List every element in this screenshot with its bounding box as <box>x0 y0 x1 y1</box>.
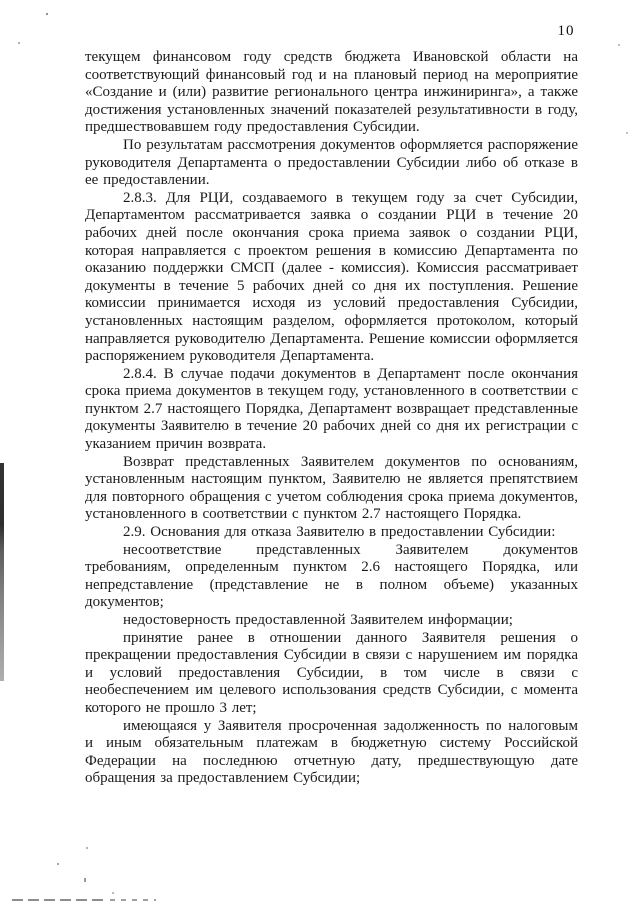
scan-artifact-vertical-line <box>0 463 4 681</box>
scan-speckle <box>57 863 59 865</box>
scan-artifact-dashed-line <box>12 899 104 901</box>
scan-speckle <box>18 42 20 44</box>
paragraph-list-item: принятие ранее в отношении данного Заявителя решения о прекращении предоставления Субсидии в связи с нарушением им порядка и условий предоставления Субсидии, в том числе в связи с необеспечением им целевого использования средств Субсидии, с момента которого не прошло 3 лет; <box>85 629 578 716</box>
scan-speckle <box>618 44 620 46</box>
scan-speckle <box>86 847 88 849</box>
scan-speckle <box>626 132 628 134</box>
paragraph: По результатам рассмотрения документов оформляется распоряжение руководителя Департамента о предоставлении Субсидии либо об отказе в ее предоставлении. <box>85 136 578 189</box>
paragraph: Возврат представленных Заявителем документов по основаниям, установленным настоящим пунктом, Заявителю не является препятствием для повторного обращения с учетом соблюдения срока приема документов, установленного в соответствии с пунктом 2.7 настоящего Порядка. <box>85 453 578 523</box>
paragraph-clause-2-8-3: 2.8.3. Для РЦИ, создаваемого в текущем году за счет Субсидии, Департаментом рассматривается заявка о создании РЦИ в течение 20 рабочих дней после окончания срока приема заявок о создании РЦИ, которая направляется с проектом решения в комиссию Департамента по оказанию поддержки СМСП (далее - комиссия). Комиссия рассматривает документы в течение 5 рабочих дней со дня их поступления. Решение комиссии принимается исходя из условий предоставления Субсидии, установленных настоящим разделом, оформляется протоколом, который направляется руководителю Департамента. Решение комиссии оформляется распоряжением руководителя Департамента. <box>85 189 578 365</box>
scan-speckle <box>112 892 114 894</box>
paragraph-list-item: имеющаяся у Заявителя просроченная задолженность по налоговым и иным обязательным платежам в бюджетную систему Российской Федерации на последнюю отчетную дату, предшествующую дате обращения за предоставлением Субсидии; <box>85 717 578 787</box>
page-number: 10 <box>557 23 575 39</box>
paragraph-clause-2-8-4: 2.8.4. В случае подачи документов в Департамент после окончания срока приема документов в текущем году, установленного в соответствии с пунктом 2.7 настоящего Порядка, Департамент возвращает представленные документы Заявителю в течение 20 рабочих дней со дня их регистрации с указанием причин возврата. <box>85 365 578 453</box>
paragraph-list-item: несоответствие представленных Заявителем документов требованиям, определенным пунктом 2.6 настоящего Порядка, или непредставление (представление не в полном объеме) указанных документов; <box>85 541 578 611</box>
paragraph-list-item: недостоверность предоставленной Заявителем информации; <box>123 612 513 628</box>
paragraph-continuation: текущем финансовом году средств бюджета Ивановской области на соответствующий финансовый год и на плановый период на мероприятие «Создание и (или) развитие регионального центра инжиниринга», а также достижения установленных значений показателей результативности в году, предшествовавшем году предоставления Субсидии. <box>85 49 578 136</box>
scan-artifact-dashed-line <box>110 899 156 901</box>
paragraph-clause-2-9: 2.9. Основания для отказа Заявителю в предоставлении Субсидии: <box>123 524 556 541</box>
document-body <box>85 49 578 788</box>
scan-speckle <box>46 13 48 15</box>
scan-speckle <box>84 878 86 882</box>
